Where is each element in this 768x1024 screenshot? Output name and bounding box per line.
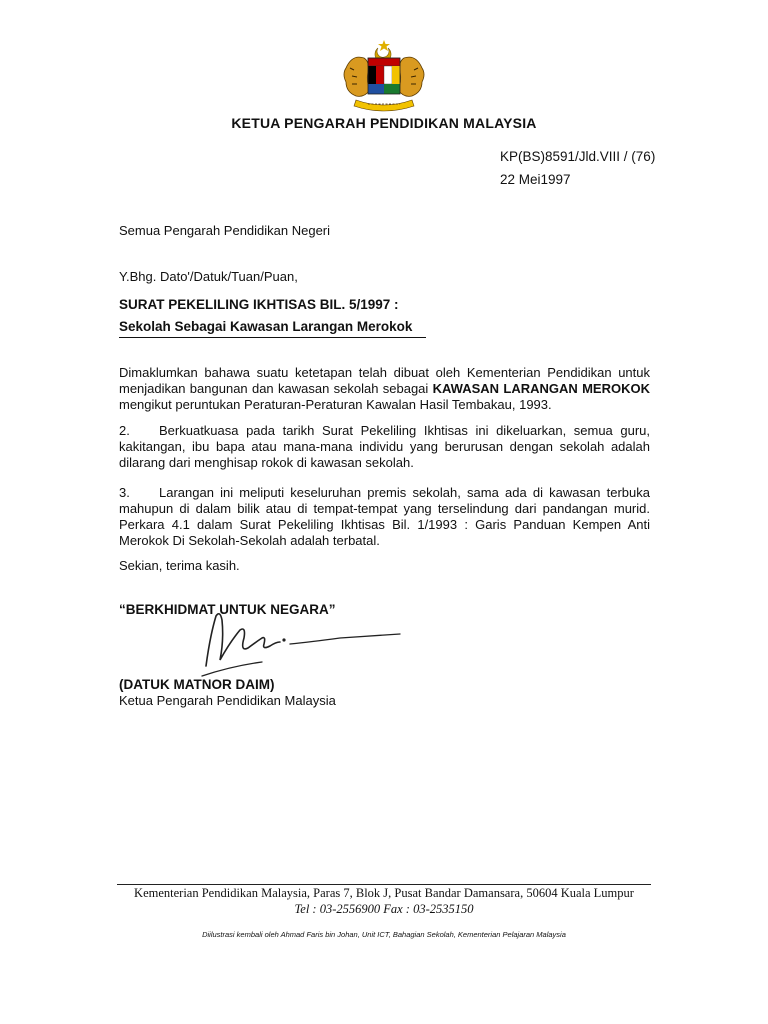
motto: “BERKHIDMAT UNTUK NEGARA” (119, 602, 336, 617)
subject-line-1: SURAT PEKELILING IKHTISAS BIL. 5/1997 : (119, 297, 399, 312)
closing-remark: Sekian, terima kasih. (119, 558, 240, 573)
paragraph-1-text: Dimaklumkan bahawa suatu ketetapan telah dibuat oleh Kementerian Pendidikan untuk menjadikan bangunan dan kawasan sekolah sebagai (119, 365, 650, 396)
paragraph-3 (119, 485, 650, 549)
signatory-title: Ketua Pengarah Pendidikan Malaysia (119, 693, 336, 708)
addressee: Semua Pengarah Pendidikan Negeri (119, 223, 331, 238)
paragraph-1 (119, 365, 650, 413)
paragraph-2 (119, 423, 650, 471)
coat-of-arms-icon (338, 38, 430, 112)
footer-telephone: Tel : 03-2556900 Fax : 03-2535150 (294, 902, 474, 916)
footer-credit: Diilustrasi kembali oleh Ahmad Faris bin Johan, Unit ICT, Bahagian Sekolah, Kementerian Pelajaran Malaysia (202, 930, 566, 939)
reference-number: KP(BS)8591/Jld.VIII / (76) (500, 149, 656, 164)
letter-date: 22 Mei1997 (500, 172, 571, 187)
signatory-name: (DATUK MATNOR DAIM) (119, 677, 275, 692)
subject-underline (119, 337, 426, 338)
subject-line-2: Sekolah Sebagai Kawasan Larangan Merokok (119, 319, 413, 334)
paragraph-2-number: 2. (119, 423, 130, 438)
footer-address: Kementerian Pendidikan Malaysia, Paras 7, Blok J, Pusat Bandar Damansara, 50604 Kuala Lumpur (134, 886, 634, 900)
paragraph-3-number: 3. (119, 485, 130, 500)
letterhead-title: KETUA PENGARAH PENDIDIKAN MALAYSIA (231, 115, 537, 131)
salutation: Y.Bhg. Dato'/Datuk/Tuan/Puan, (119, 269, 298, 284)
paragraph-1-emphasis: KAWASAN LARANGAN MEROKOK (432, 381, 650, 396)
paragraph-1-text-end: mengikut peruntukan Peraturan-Peraturan Kawalan Hasil Tembakau, 1993. (119, 397, 552, 412)
paragraph-3-text: Larangan ini meliputi keseluruhan premis sekolah, sama ada di kawasan terbuka mahupun di dalam bilik atau di tempat-tempat yang terselindung dari pandangan murid. Perkara 4.1 dalam Surat Pekeliling Ikhtisas Bil. 1/1993 : Garis Panduan Kempen Anti Merokok Di Sekolah-Sekolah adalah terbatal. (119, 485, 650, 548)
footer-divider (117, 884, 651, 885)
paragraph-2-text: Berkuatkuasa pada tarikh Surat Pekeliling Ikhtisas ini dikeluarkan, semua guru, kakitangan, ibu bapa atau mana-mana individu yang berurusan dengan sekolah adalah dilarang dari menghisap rokok di kawasan sekolah. (119, 423, 650, 470)
handwritten-signature (196, 606, 416, 686)
